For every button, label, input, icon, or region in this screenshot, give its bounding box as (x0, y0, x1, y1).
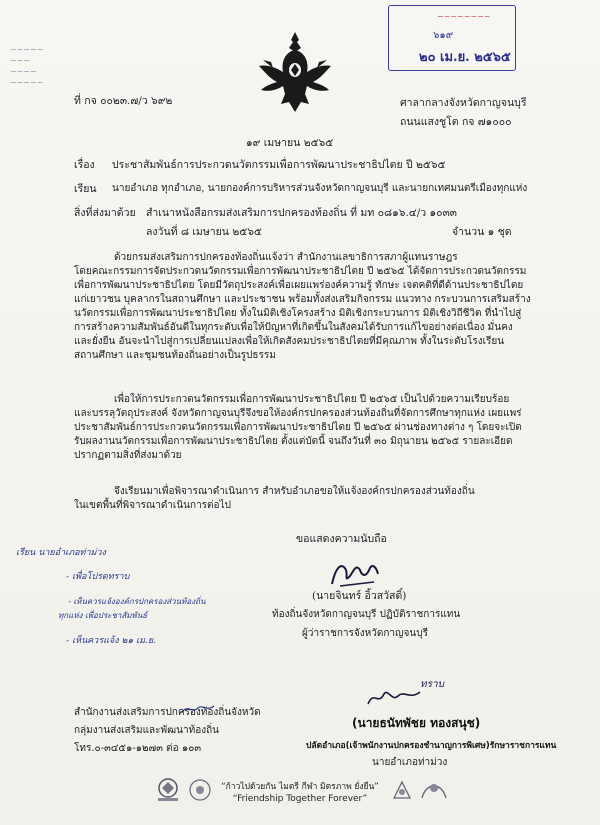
footer-office-line2: กลุ่มงานส่งเสริมและพัฒนาท้องถิ่น (74, 725, 219, 736)
subject-label: เรื่อง (74, 159, 95, 171)
p1-line: นวัตกรรมเพื่อการพัฒนาประชาธิปไตย ทั้งในมิติเชิงโครงสร้าง มิติเชิงกระบวนการ มิติเชิงวิถีชีวิต ที่นำไปสู่ (74, 308, 522, 319)
footer-logo-left (152, 776, 184, 804)
p3-line: จึงเรียนมาเพื่อพิจารณาดำเนินการ สำหรับอำเภอขอให้แจ้งองค์กรปกครองส่วนท้องถิ่น (114, 486, 475, 497)
note-line: เรียน นายอำเภอท่าม่วง (16, 548, 106, 558)
signature-2 (364, 684, 424, 712)
footer-office-line1: สำนักงานส่งเสริมการปกครองท้องถิ่นจังหวัด (74, 707, 261, 718)
slogan-thai: “ก้าวไปด้วยกัน ไมตรี กีฬา มิตรภาพ ยั่งยืน” (221, 782, 379, 792)
signer-title-2: ผู้ว่าราชการจังหวัดกาญจนบุรี (302, 628, 428, 639)
second-signer-name: (นายธนัทพัชย ทองสนุช) (352, 716, 481, 730)
signer-name: (นายจินทร์ อิ้วสวัสดิ์) (312, 590, 407, 602)
to-label: เรียน (74, 183, 97, 195)
p2-line: ประชาสัมพันธ์การประกวดนวัตกรรมเพื่อการพัฒนาประชาธิปไตย ปี ๒๕๖๕ ผ่านช่องทางต่าง ๆ โดยจะเปิด (74, 422, 522, 433)
p1-line: ด้วยกรมส่งเสริมการปกครองท้องถิ่นแจ้งว่า สำนักงานเลขาธิการสภาผู้แทนราษฎร (114, 252, 458, 263)
received-stamp (388, 5, 516, 71)
second-signer-title-1: ปลัดอำเภอ(เจ้าพนักงานปกครองชำนาญการพิเศษ)รักษาราชการแทน (306, 741, 557, 751)
paragraph-1 (74, 251, 544, 363)
signer-title-1: ท้องถิ่นจังหวัดกาญจนบุรี ปฏิบัติราชการแทน (272, 609, 461, 620)
p1-line: การสร้างความสัมพันธ์อันดีในทุกระดับเพื่อให้ปัญหาที่เกิดขึ้นในสังคมได้รับการแก้ไขอย่างต่อเนื่อง มั่นคง (74, 322, 513, 333)
paragraph-3 (74, 485, 544, 513)
enclosure-label: สิ่งที่ส่งมาด้วย (74, 207, 136, 219)
paragraph-2 (74, 393, 544, 463)
stamp-date: ๒๐ เม.ย. ๒๕๖๕ (419, 50, 511, 65)
enclosure-date: ลงวันที่ ๘ เมษายน ๒๕๖๕ (146, 226, 262, 238)
stamp-number: ๖๑๙ (433, 30, 454, 41)
reference-number: ที่ กจ ๐๐๒๓.๗/ว ๖๙๒ (74, 95, 173, 107)
footer-logo-right (390, 778, 414, 802)
p2-line: เพื่อให้การประกวดนวัตกรรมเพื่อการพัฒนาประชาธิปไตย ปี ๒๕๖๕ เป็นไปด้วยความเรียบร้อย (114, 394, 510, 405)
signature-1 (326, 556, 386, 592)
p2-line: ปรากฏตามสิ่งที่ส่งมาด้วย (74, 450, 182, 461)
acknowledge-mark: ทราบ (420, 679, 444, 690)
p1-line: แก่เยาวชน บุคลากรในสถานศึกษา และประชาชน พร้อมทั้งส่งเสริมกิจกรรม แนวทาง กระบวนการเสริมสร้าง (74, 294, 531, 305)
footer-logo-right-2 (418, 776, 450, 804)
closing-text: ขอแสดงความนับถือ (296, 533, 387, 545)
office-address: ถนนแสงชูโต กจ ๗๑๐๐๐ (400, 116, 512, 128)
note-line: - เพื่อโปรดทราบ (66, 572, 130, 582)
footer-logo-left-2 (188, 778, 212, 802)
note-line: - เห็นควรแจ้ง ๒๑ เม.ย. (66, 636, 157, 646)
garuda-emblem (255, 28, 335, 116)
subject-text: ประชาสัมพันธ์การประกวดนวัตกรรมเพื่อการพัฒนาประชาธิปไตย ปี ๒๕๖๕ (112, 159, 446, 171)
document-date: ๑๙ เมษายน ๒๕๖๕ (246, 137, 334, 149)
footer-office-phone: โทร.๐-๓๔๕๑-๑๒๗๓ ต่อ ๑๐๓ (74, 743, 202, 754)
slogan-english: “Friendship Together Forever” (232, 794, 368, 804)
stamp-scrawl: ~~~~~~~~ (437, 12, 491, 21)
to-text: นายอำเภอ ทุกอำเภอ, นายกองค์การบริหารส่วนจังหวัดกาญจนบุรี และนายกเทศมนตรีเมืองทุกแห่ง (112, 183, 528, 194)
office-name: ศาลากลางจังหวัดกาญจนบุรี (400, 97, 527, 109)
enclosure-quantity: จำนวน ๑ ชุด (452, 226, 512, 238)
second-signer-title-2: นายอำเภอท่าม่วง (372, 757, 448, 768)
p2-line: รับผลงานนวัตกรรมเพื่อการพัฒนาประชาธิปไตย ตั้งแต่บัดนี้ จนถึงวันที่ ๓๐ มิถุนายน ๒๕๖๕ รายละเอียด (74, 436, 513, 447)
p1-line: และยั่งยืน อันจะนำไปสู่การเปลี่ยนแปลงเพื่อให้เกิดสังคมประชาธิปไตยที่มีคุณภาพ ทั้งในระดับโรงเรียน (74, 336, 505, 347)
enclosure-text: สำเนาหนังสือกรมส่งเสริมการปกครองท้องถิ่น ที่ มท ๐๘๑๖.๔/ว ๑๐๓๓ (146, 207, 457, 219)
p2-line: และบรรลุวัตถุประสงค์ จังหวัดกาญจนบุรีจึงขอให้องค์กรปกครองส่วนท้องถิ่นที่จัดการศึกษาทุกแห่ง เผยแพร่ (74, 408, 522, 419)
p1-line: โดยคณะกรรมการจัดประกวดนวัตกรรมเพื่อการพัฒนาประชาธิปไตย ปี ๒๕๖๕ ได้จัดการประกวดนวัตกรรม (74, 266, 527, 277)
note-line: ทุกแห่ง เพื่อประชาสัมพันธ์ (58, 611, 148, 620)
p3-line: ในเขตพื้นที่พิจารณาดำเนินการต่อไป (74, 500, 231, 511)
p1-line: สถานศึกษา และชุมชนท้องถิ่นอย่างเป็นรูปธรรม (74, 350, 276, 361)
margin-scribble: ~~~~~ ~~~ ~~~~ ~~~~~ (10, 45, 44, 87)
p1-line: เพื่อการพัฒนาประชาธิปไตย โดยมีวัตถุประสงค์เพื่อเผยแพร่องค์ความรู้ ทักษะ เจตคติที่ดีด้านประชาธิปไตย (74, 280, 524, 291)
note-line: - เห็นควรแจ้งองค์กรปกครองส่วนท้องถิ่น (68, 597, 206, 606)
